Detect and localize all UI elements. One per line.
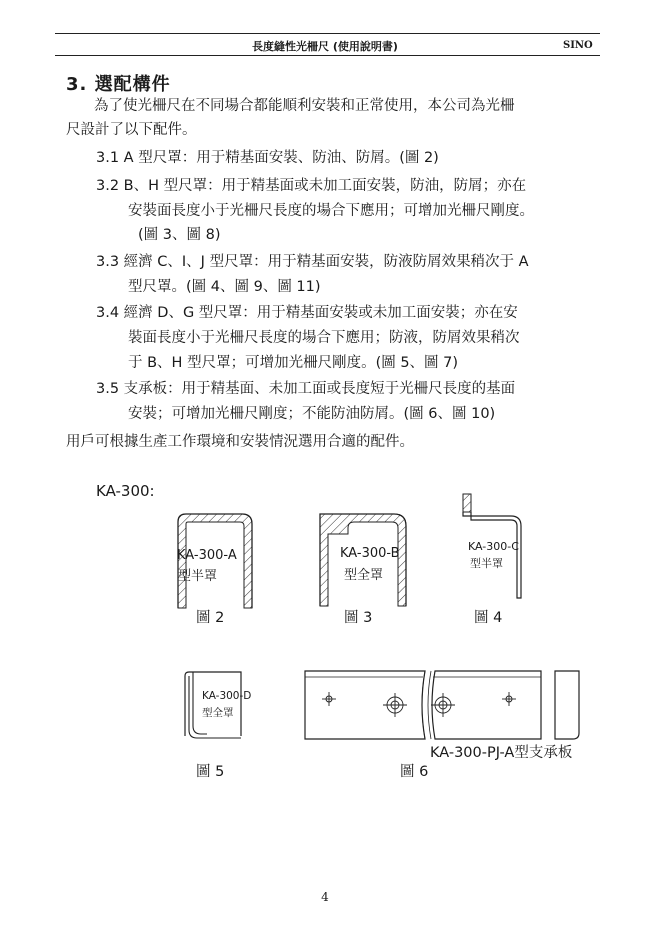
fig5-caption: 圖 5 xyxy=(196,764,225,780)
fig3-caption: 圖 3 xyxy=(344,610,373,626)
item-3-2-line-1: 3.2 B、H 型尺罩：用于精基面或未加工面安裝，防油，防屑；亦在 xyxy=(96,178,527,194)
intro-line-1: 為了使光柵尺在不同場合都能順利安裝和正常使用，本公司為光柵 xyxy=(94,98,515,114)
fig3-model-label: KA-300-B xyxy=(340,546,400,561)
fig2-model-label: KA-300-A xyxy=(177,548,237,563)
item-3-4-line-2: 裝面長度小于光柵尺長度的場合下應用；防液，防屑效果稍次 xyxy=(128,330,520,346)
page-number: 4 xyxy=(321,890,329,904)
model-label: KA-300: xyxy=(96,482,155,500)
fig6-support-plate-drawing xyxy=(303,669,585,741)
fig5-type-label: 型全罩 xyxy=(202,707,234,719)
item-3-3-line-2: 型尺罩。(圖 4、圖 9、圖 11) xyxy=(128,279,321,295)
header-top-rule xyxy=(55,33,600,34)
fig4-caption: 圖 4 xyxy=(474,610,503,626)
fig6-caption: 圖 6 xyxy=(400,764,429,780)
item-3-5-line-2: 安裝；可增加光柵尺剛度；不能防油防屑。(圖 6、圖 10) xyxy=(128,406,496,422)
item-3-3-line-1: 3.3 經濟 C、I、J 型尺罩：用于精基面安裝，防液防屑效果稍次于 A xyxy=(96,254,529,270)
fig2-type-label: 型半罩 xyxy=(178,569,218,584)
item-3-4-line-1: 3.4 經濟 D、G 型尺罩：用于精基面安裝或未加工面安裝；亦在安 xyxy=(96,305,518,321)
item-3-2-line-2: 安裝面長度小于光柵尺長度的場合下應用；可增加光柵尺剛度。 xyxy=(128,203,534,219)
item-3-2-line-3: (圖 3、圖 8) xyxy=(138,227,221,243)
fig2-caption: 圖 2 xyxy=(196,610,225,626)
intro-line-2: 尺設計了以下配件。 xyxy=(66,122,197,138)
fig3-type-label: 型全罩 xyxy=(344,568,384,583)
fig4-model-label: KA-300-C xyxy=(468,540,519,553)
fig6-model-type-label: KA-300-PJ-A型支承板 xyxy=(430,745,573,761)
header-title: 長度縫性光柵尺 (使用說明書) xyxy=(252,40,398,53)
closing-paragraph: 用戶可根據生產工作環境和安裝情況選用合適的配件。 xyxy=(66,434,414,450)
item-3-1-line-1: 3.1 A 型尺罩：用于精基面安裝、防油、防屑。(圖 2) xyxy=(96,150,439,166)
fig4-type-label: 型半罩 xyxy=(470,557,503,570)
item-3-4-line-3: 于 B、H 型尺罩；可增加光柵尺剛度。(圖 5、圖 7) xyxy=(128,355,459,371)
item-3-5-line-1: 3.5 支承板：用于精基面、未加工面或長度短于光柵尺長度的基面 xyxy=(96,381,516,397)
header-brand: SINO xyxy=(563,40,593,51)
header-bottom-rule xyxy=(55,55,600,56)
fig5-cover-drawing xyxy=(183,670,245,738)
fig5-model-label: KA-300-D xyxy=(202,690,252,702)
section-title: 3. 選配構件 xyxy=(66,74,171,95)
